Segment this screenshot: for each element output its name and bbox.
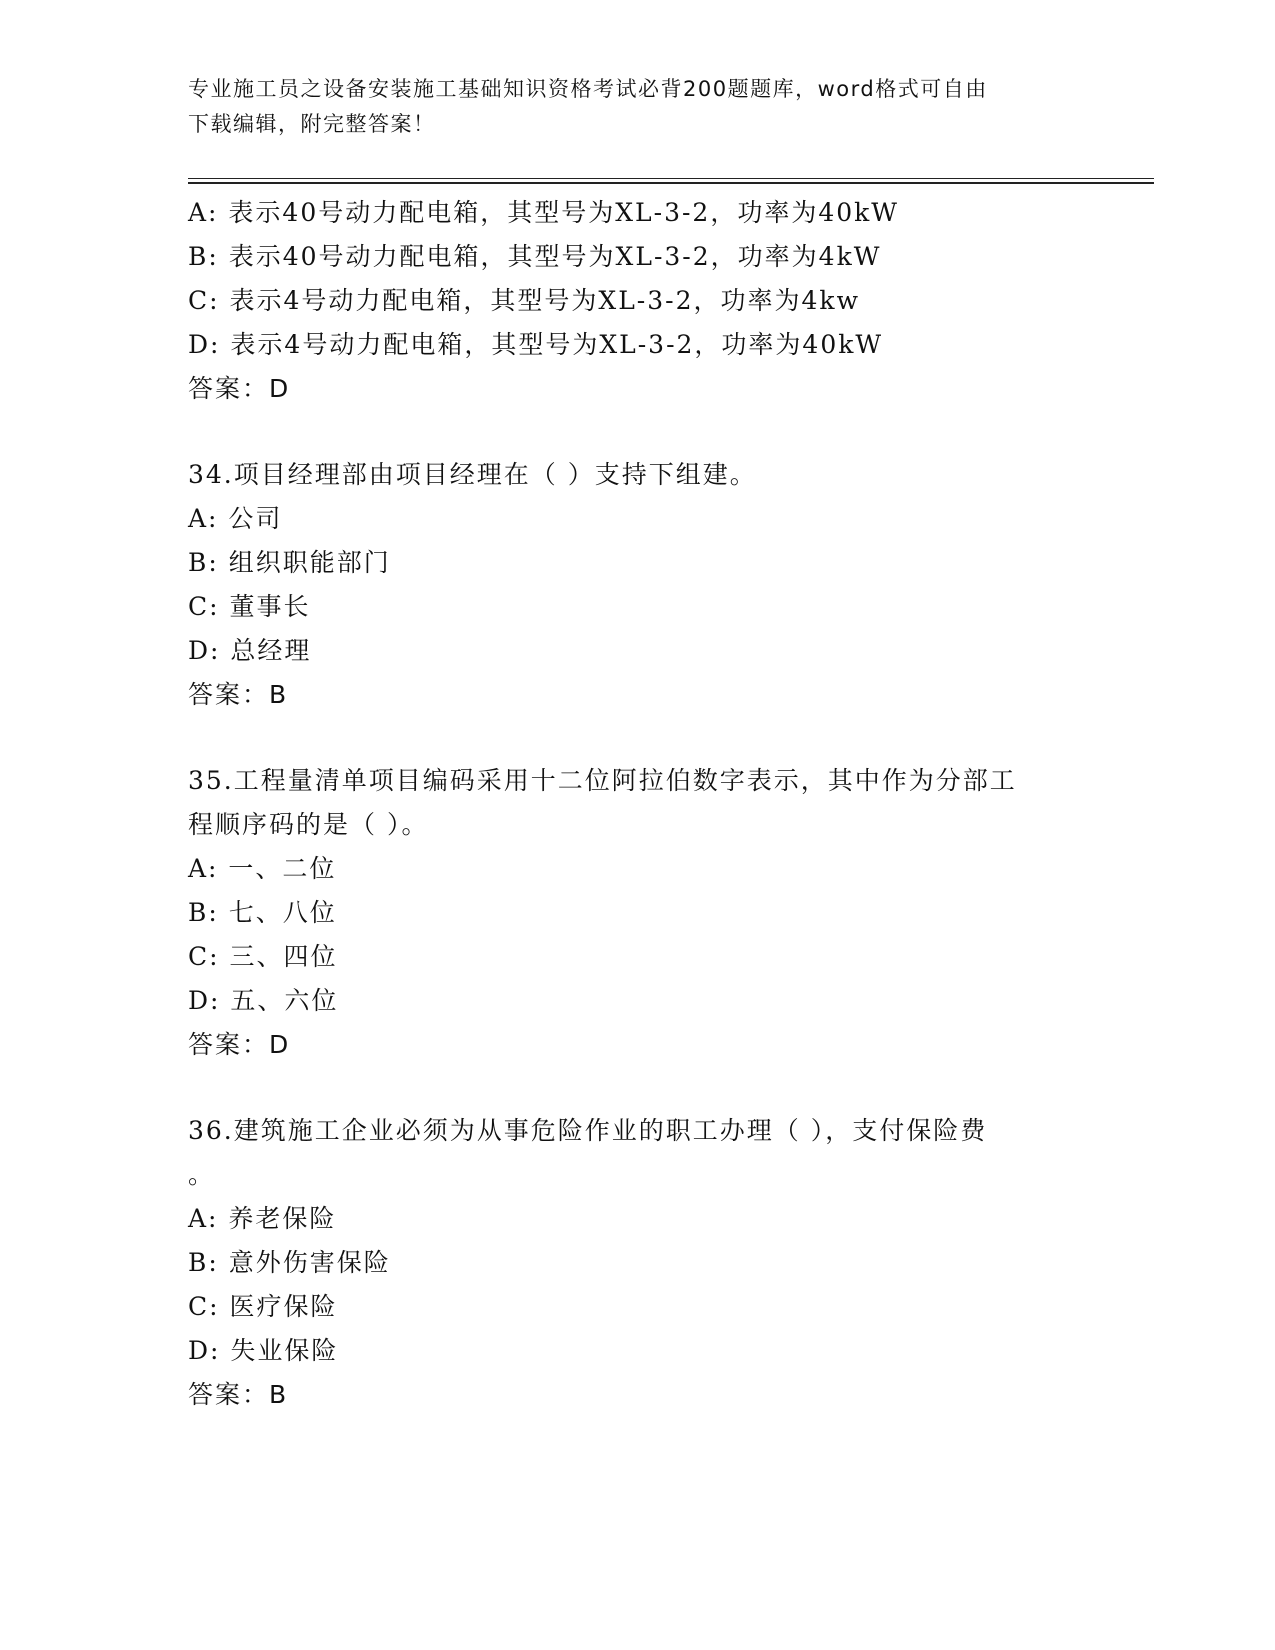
q34-option-b: B: 组织职能部门 (188, 548, 391, 577)
q35-stem-line-2: 程顺序码的是（ ）。 (188, 810, 429, 839)
header-line-1: 专业施工员之设备安装施工基础知识资格考试必背200题题库，word格式可自由 (188, 77, 988, 101)
q34-option-d: D: 总经理 (188, 636, 312, 665)
q36-option-a: A: 养老保险 (188, 1204, 337, 1233)
header-line-2: 下载编辑，附完整答案！ (188, 112, 436, 136)
q35-answer: 答案：D (188, 1030, 291, 1059)
q36-answer: 答案：B (188, 1380, 289, 1409)
q34-stem: 34.项目经理部由项目经理在（ ）支持下组建。 (188, 460, 757, 489)
document-header (188, 72, 1068, 142)
q35-option-c: C: 三、四位 (188, 942, 338, 971)
q36-option-d: D: 失业保险 (188, 1336, 339, 1365)
q35-option-a: A: 一、二位 (188, 854, 337, 883)
q34-option-c: C: 董事长 (188, 592, 311, 621)
q36-option-b: B: 意外伤害保险 (188, 1248, 391, 1277)
header-rule-thick (188, 182, 1154, 184)
prev-option-d: D: 表示4号动力配电箱，其型号为XL-3-2，功率为40kW (188, 330, 884, 359)
prev-answer: 答案：D (188, 374, 291, 403)
prev-option-b: B: 表示40号动力配电箱，其型号为XL-3-2，功率为4kW (188, 242, 882, 271)
header-rule-thin (188, 178, 1154, 179)
q35-option-d: D: 五、六位 (188, 986, 339, 1015)
prev-option-c: C: 表示4号动力配电箱，其型号为XL-3-2，功率为4kw (188, 286, 860, 315)
prev-option-a: A: 表示40号动力配电箱，其型号为XL-3-2，功率为40kW (188, 198, 899, 227)
q36-option-c: C: 医疗保险 (188, 1292, 338, 1321)
q36-stem-line-1: 36.建筑施工企业必须为从事危险作业的职工办理（ ），支付保险费 (188, 1116, 988, 1145)
q34-answer: 答案：B (188, 680, 289, 709)
q35-stem-line-1: 35.工程量清单项目编码采用十二位阿拉伯数字表示，其中作为分部工 (188, 766, 1017, 795)
q36-stem-line-2: 。 (188, 1160, 216, 1189)
q35-option-b: B: 七、八位 (188, 898, 337, 927)
q34-option-a: A: 公司 (188, 504, 283, 533)
